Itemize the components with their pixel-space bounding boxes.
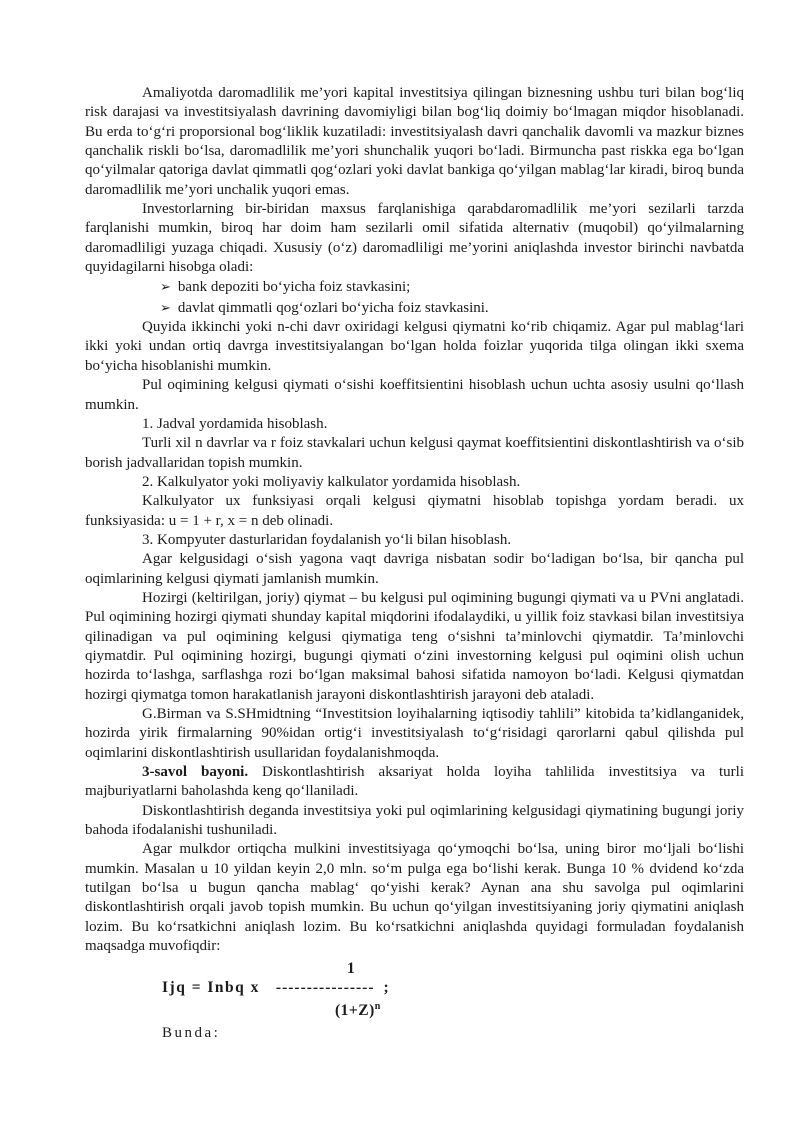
formula-main-line [85, 978, 744, 997]
paragraph-kelgusi-qiymat: Quyida ikkinchi yoki n-chi davr oxiridagi kelgusi qiymatni ko‘rib chiqamiz. Agar pul mablag‘lari ikki yoki undan ortiq davrga investitsiyalangan bo‘lgan holda foizlar yuqorida tilga olingan ikki sxema bo‘yicha hisoblanishi mumkin. [85, 319, 744, 374]
bullet-item-davlat-qogozlari [160, 298, 744, 318]
denominator-exponent: n [374, 1001, 381, 1013]
paragraph-uchta-usul: Pul oqimining kelgusi qiymati o‘sishi koeffitsientini hisoblash uchun uchta asosiy usulni qo‘llash mumkin. [85, 377, 744, 413]
section-lead-3-savol: 3-savol bayoni. [142, 764, 249, 781]
paragraph-hozirgi-qiymat: Hozirgi (keltirilgan, joriy) qiymat – bu kelgusi pul oqimining bugungi qiymati va u PVni anglatadi. Pul oqimining hozirgi qiymati shunday kapital miqdorini ifodalaydiki, u yillik foiz stavkasi bilan investitsiya qilinadigan va pul oqimining kelgusi qiymatiga teng o‘sishni ta’minlovchi qiymatdir. Ta’minlovchi qiymatdir. Pul oqimining hozirgi, bugungi qiymati o‘zini investorning kelgusi pul oqimini olish uchun hozirda to‘lashga, sarflashga rozi bo‘lgan maksimal bahosi sifatida namoyon bo‘ladi. Kelgusi qiymatdan hozirgi qiymatga tomon harakatlanish jarayoni diskontlashtirish jarayoni deb ataladi. [85, 589, 744, 703]
paragraph-3-savol-bayoni [85, 763, 744, 802]
paragraph-osish-jamlanishi: Agar kelgusidagi o‘sish yagona vaqt davriga nisbatan sodir bo‘ladigan bo‘lsa, bir qancha pul oqimlarining kelgusi qiymati jamlanish mumkin. [85, 551, 744, 587]
list-item-jadval-usuli: 1. Jadval yordamida hisoblash. [142, 415, 328, 432]
bullet-text: davlat qimmatli qog‘ozlari bo‘yicha foiz stavkasini. [177, 299, 489, 316]
section-lead-rest: Diskontlashtirish aksariyat holda loyiha tahlilida investitsiya va turli majburiyatlarni baholashda keng qo‘llaniladi. [85, 764, 744, 800]
formula-block [85, 960, 744, 1043]
formula-left-side: Ijq = Inbq x [162, 979, 260, 997]
list-item-kompyuter-usuli: 3. Kompyuter dasturlaridan foydalanish yo‘li bilan hisoblash. [142, 531, 512, 548]
paragraph-daromadlilik-meyori: Amaliyotda daromadlilik me’yori kapital investitsiya qilingan biznesning ushbu turi bilan bog‘liq risk darajasi va investitsiyalash davrining davomiyligi bilan bog‘liq doimiy bo‘lmagan miqdor hisoblanadi. Bu erda to‘g‘ri proporsional bog‘liklik kuzatiladi: investitsiyalash davri qanchalik davomli va mazkur biznes qanchalik riskli bo‘lsa, daromadlilik me’yori shunchalik yuqori bo‘ladi. Birmuncha past riskka ega bo‘lgan qo‘yilmalar qatoriga davlat qimmatli qog‘ozlari yoki davlat bankiga qo‘yilgan mablag‘lar kiradi, biroq bunda daromadlilik me’yori unchalik yuqori emas. [85, 85, 744, 198]
list-item-kalkulyator-usuli: 2. Kalkulyator yoki moliyaviy kalkulator yordamida hisoblash. [142, 473, 521, 490]
formula-numerator: 1 [347, 960, 356, 978]
paragraph-ux-funksiyasi: Kalkulyator ux funksiyasi orqali kelgusi qiymatni hisoblab topishga yordam beradi. ux funksiyasida: u = 1 + r, x = n deb olinadi. [85, 493, 744, 529]
text-block [85, 84, 744, 1043]
arrow-bullet-icon: ➢ [160, 279, 171, 295]
paragraph-diskontlashtirish-deganda: Diskontlashtirish deganda investitsiya yoki pul oqimlarining kelgusidagi qiymatining bugungi joriy bahoda ifodalanishi tushuniladi. [85, 802, 744, 839]
paragraph-jadvallardan-topish: Turli xil n davrlar va r foiz stavkalari uchun kelgusi qaymat koeffitsientini diskontlashtirish va o‘sib borish jadvallaridan topish mumkin. [85, 435, 744, 471]
denominator-base: (1+Z) [335, 1002, 375, 1020]
paragraph-mulkdor-misoli: Agar mulkdor ortiqcha mulkini investitsiyaga qo‘ymoqchi bo‘lsa, uning biror mo‘ljali bo‘lishi mumkin. Masalan u 10 yildan keyin 2,0 mln. so‘m pulga ega bo‘lishi kerak. Bunga 10 % dvidend ko‘zda tutilgan bo‘lsa u bugun qancha mablag‘ qo‘yishi kerak? Aynan ana shu savolga pul oqimlarini diskontlashtirish orqali javob topish mumkin. Bu uchun qo‘yilgan investitsiyaning joriy qiymatini aniqlash lozim. Bu ko‘rsatkichni aniqlash lozim. Bu ko‘rsatkichni aniqlashda quyidagi formuladan foydalanish maqsadga muvofiqdir: [85, 841, 744, 955]
bullet-text: bank depoziti bo‘yicha foiz stavkasini; [177, 279, 411, 296]
bullet-item-bank-depoziti [160, 277, 744, 297]
paragraph-investorlar-farqlanishi: Investorlarning bir-biridan maxsus farqlanishiga qarabdaromadlilik me’yori sezilarli tarzda farqlanishi mumkin, biroq har doim ham sezilarli omil sifatida alternativ (muqobil) qo‘yilmalarning daromadliligi yuzaga chiqadi. Xususiy (o‘z) daromadliligi me’yorini aniqlashda investor birinchi navbatda quyidagilarni hisobga oladi: [85, 201, 744, 276]
paragraph-birman-shmidt: G.Birman va S.SHmidtning “Investitsion loyihalarning iqtisodiy tahlili” kitobida ta’kidlanganidek, hozirda yirik firmalarning 90%idan ortig‘i investitsiyalash to‘g‘risidagi qarorlarni qabul qilishda pul oqimlarini diskontlashtirish usullaridan foydalanishmoqda. [85, 706, 744, 761]
arrow-bullet-icon: ➢ [160, 299, 171, 315]
formula-note-label: Bunda: [162, 1024, 221, 1041]
formula-fraction-line: ---------------- [275, 979, 375, 997]
formula-semicolon: ; [383, 979, 390, 997]
formula-denominator [85, 997, 744, 1020]
